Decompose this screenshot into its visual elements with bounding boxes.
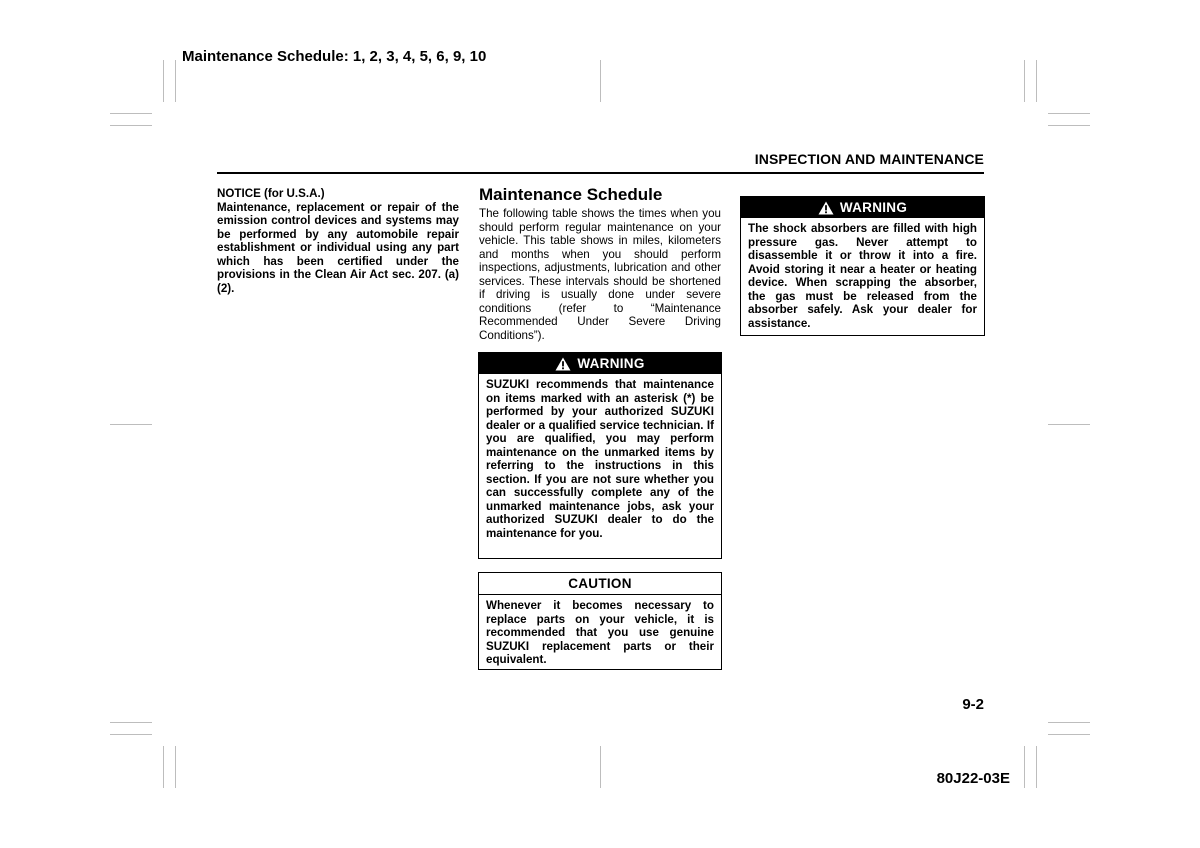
crop-mark xyxy=(1048,734,1090,735)
caution-box-parts xyxy=(478,572,722,670)
crop-mark xyxy=(110,125,152,126)
warning-label: WARNING xyxy=(839,200,908,215)
crop-mark xyxy=(163,746,164,788)
notice-block xyxy=(217,187,459,295)
warning-header xyxy=(479,353,721,374)
page-number: 9-2 xyxy=(962,696,984,713)
crop-mark xyxy=(1048,113,1090,114)
warning-box-maintenance xyxy=(478,352,722,559)
crop-mark xyxy=(163,60,164,102)
maintenance-schedule-heading: Maintenance Schedule xyxy=(479,185,663,204)
page-breadcrumb: Maintenance Schedule: 1, 2, 3, 4, 5, 6, 9, 10 xyxy=(182,48,487,65)
maintenance-schedule-body: The following table shows the times when you should perform regular maintenance on your vehicle. This table shows in miles, kilometers and months when you should perform inspections, adjustments, lubrication and other services. These intervals should be shortened if driving is usually done under severe conditions (refer to “Maintenance Recommended Under Severe Driving Conditions”). xyxy=(479,207,721,342)
crop-mark xyxy=(1048,125,1090,126)
notice-title: NOTICE (for U.S.A.) xyxy=(217,187,325,200)
crop-mark xyxy=(600,60,601,102)
caution-body: Whenever it becomes necessary to replace parts on your vehicle, it is recommended that you use genuine SUZUKI replacement parts or their equivalent. xyxy=(486,599,714,666)
warning-triangle-icon xyxy=(818,201,834,215)
notice-body: Maintenance, replacement or repair of the emission control devices and systems may be performed by any automobile repair establishment or individual using any part which has been certified under the provisions in the Clean Air Act sec. 207. (a) (2). xyxy=(217,200,459,295)
warning-box-shock-absorbers xyxy=(740,196,985,336)
header-divider xyxy=(217,172,984,174)
crop-mark xyxy=(110,113,152,114)
document-code: 80J22-03E xyxy=(936,770,1010,787)
section-title: INSPECTION AND MAINTENANCE xyxy=(754,151,984,167)
crop-mark xyxy=(1036,60,1037,102)
warning-label: WARNING xyxy=(577,356,645,371)
warning-body: The shock absorbers are filled with high pressure gas. Never attempt to disassemble it or throw it into a fire. Avoid storing it near a heater or heating device. When scrapping the absorber, the gas must be released from the absorber safely. Ask your dealer for assistance. xyxy=(748,222,977,330)
warning-triangle-icon xyxy=(555,357,571,371)
crop-mark xyxy=(110,424,152,425)
warning-header xyxy=(741,197,984,218)
crop-mark xyxy=(110,722,152,723)
crop-mark xyxy=(110,734,152,735)
crop-mark xyxy=(1048,722,1090,723)
crop-mark xyxy=(1036,746,1037,788)
caution-label: CAUTION xyxy=(568,576,632,591)
crop-mark xyxy=(1024,746,1025,788)
crop-mark xyxy=(175,746,176,788)
caution-header xyxy=(479,573,721,595)
crop-mark xyxy=(1048,424,1090,425)
warning-body: SUZUKI recommends that maintenance on items marked with an asterisk (*) be performed by your authorized SUZUKI dealer or a qualified service technician. If you are qualified, you may perform maintenance on the unmarked items by referring to the instructions in this section. If you are not sure whether you can successfully complete any of the unmarked maintenance jobs, ask your authorized SUZUKI dealer to do the maintenance for you. xyxy=(486,378,714,540)
crop-mark xyxy=(1024,60,1025,102)
crop-mark xyxy=(175,60,176,102)
crop-mark xyxy=(600,746,601,788)
